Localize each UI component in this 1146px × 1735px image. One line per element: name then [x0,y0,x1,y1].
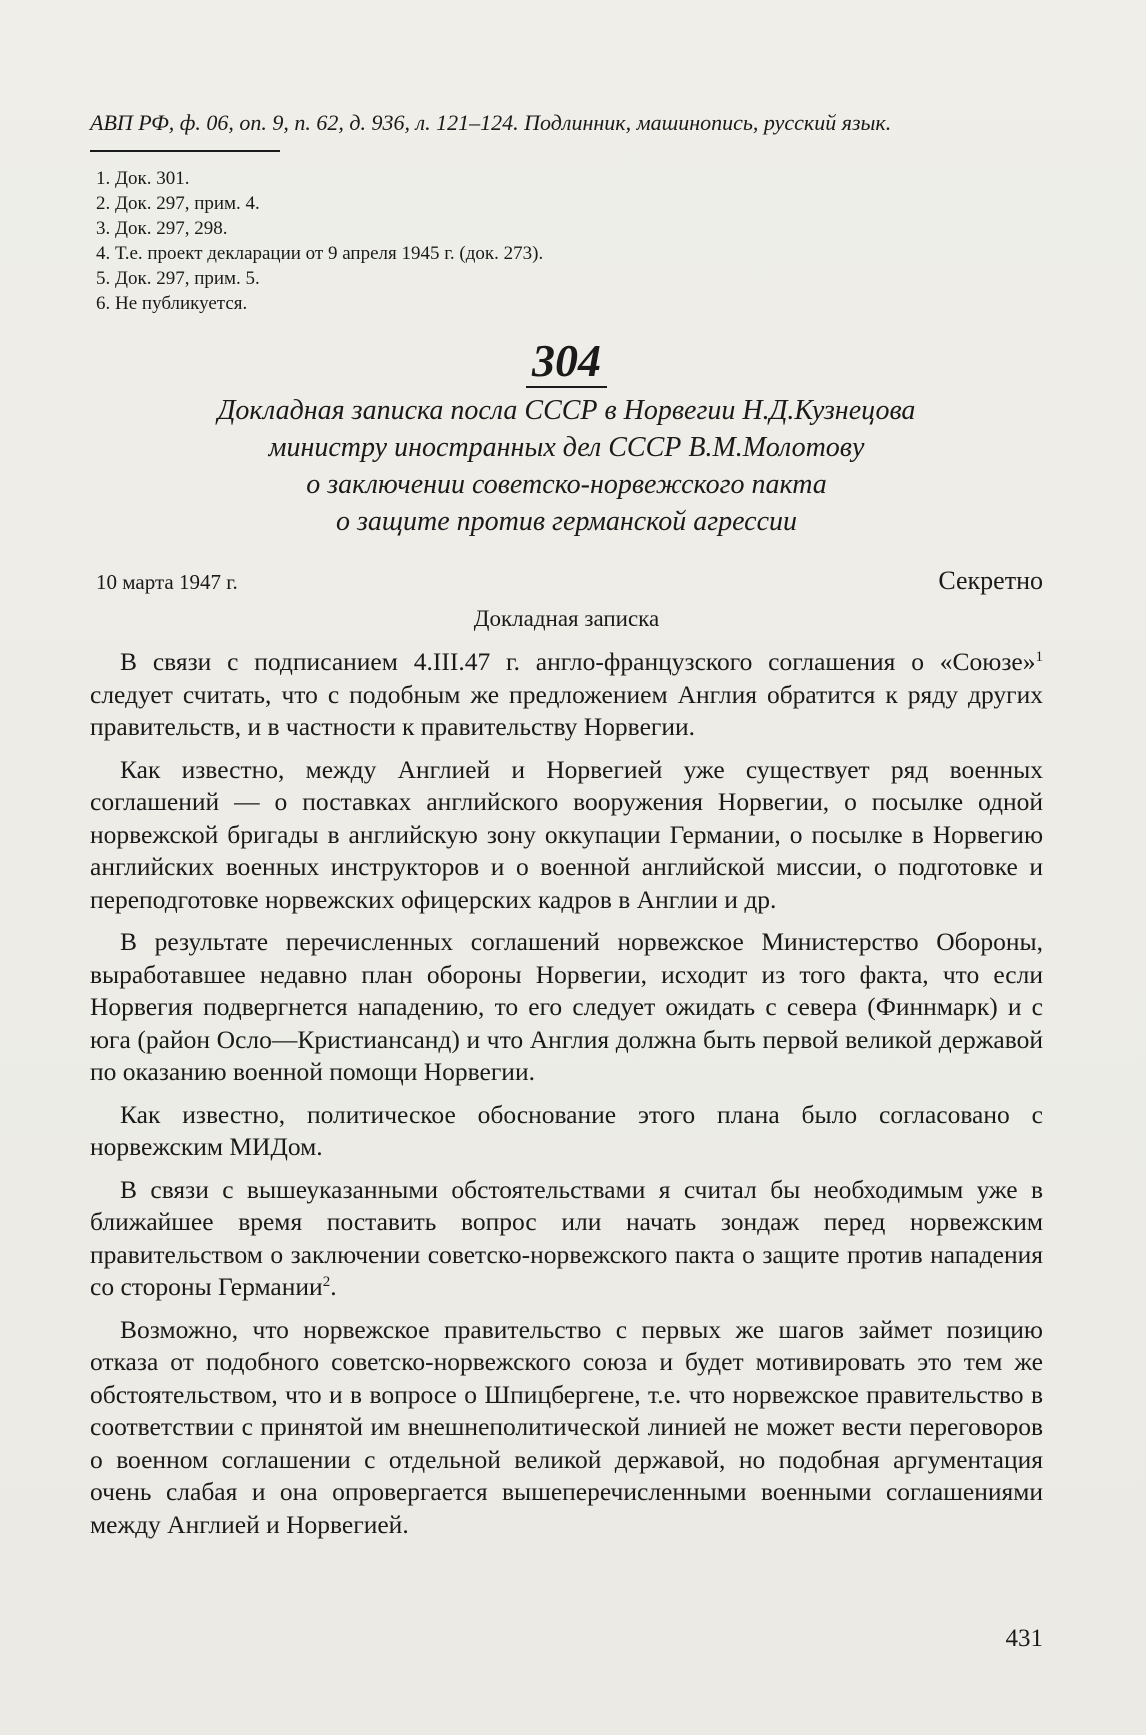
body-paragraph: Возможно, что норвежское правительство с первых же шагов займет позицию отказа от подобного советско-норвежского союза и будет мотивировать это тем же обстоятельством, что и в вопросе о Шпицбергене, т.е. что норвежское правительство в соответствии с принятой им внешнеполитической линией не может вести переговоров о военном соглашении с отдельной великой державой, но подобная аргументация очень слабая и она опровергается вышеперечисленными военными соглашениями между Англией и Норвегией. [90,1314,1043,1539]
document-number-text: 304 [526,336,607,388]
page-number: 431 [1005,1625,1043,1652]
body-paragraph: В результате перечисленных соглашений норвежское Министерство Обороны, выработавшее недавно план обороны Норвегии, исходит из того факта, что если Норвегия подвергнется нападению, то его следует ожидать с севера (Финнмарк) и с юга (район Осло—Кристиансанд) и что Англия должна быть первой великой державой по оказанию военной помощи Норвегии. [90,927,1043,1086]
document-title-line: о заключении советско-норвежского пакта [306,469,827,500]
archive-source-line: АВП РФ, ф. 06, оп. 9, п. 62, д. 936, л. 121–124. Подлинник, машинопись, русский язык. [90,110,892,135]
body-paragraph: Как известно, политическое обоснование этого плана было согласовано с норвежским МИДом. [90,1099,1043,1161]
body-paragraph [90,646,1043,744]
document-date: 10 марта 1947 г. [96,570,238,594]
note-item: 3. Док. 297, 298. [96,218,228,239]
document-number [90,336,1043,388]
body-text-run: В связи с вышеуказанными обстоятельствами я считал бы необходимым уже в ближайшее время поставить вопрос или начать зондаж перед норвежским правительством о заключении советско-норвежского пакта о защите против нападения со стороны Германии [90,1174,1043,1301]
body-paragraph [90,1174,1043,1304]
body-text-run: следует считать, что с подобным же предложением Англия обратится к ряду других правительств, и в частности к правительству Норвегии. [90,679,1043,741]
note-item: 4. Т.е. проект декларации от 9 апреля 1945 г. (док. 273). [96,243,544,264]
note-item: 2. Док. 297, прим. 4. [96,193,260,214]
document-title-line: о защите против германской агрессии [335,506,798,537]
notes-list [90,166,1043,316]
note-item: 5. Док. 297, прим. 5. [96,268,260,289]
document-title-line: Докладная записка посла СССР в Норвегии Н.Д.Кузнецова [217,395,916,426]
body-paragraph: Как известно, между Англией и Норвегией уже существует ряд военных соглашений — о поставках английского вооружения Норвегии, о посылке одной норвежской бригады в английскую зону оккупации Германии, о посылке в Норвегию английских военных инструкторов и о военной английской миссии, о подготовке и переподготовке норвежских офицерских кадров в Англии и др. [90,754,1043,914]
note-item: 6. Не публикуется. [96,293,248,314]
classification-label: Секретно [938,566,1043,595]
footnote-marker: 2 [322,1274,331,1290]
footnote-divider [90,150,280,152]
document-title [90,392,1043,540]
body-text-run: В связи с подписанием 4.III.47 г. англо-французского соглашения о «Союзе» [120,647,1036,676]
document-meta-row [90,566,1043,596]
document-body [90,646,1043,1541]
document-title-line: министру иностранных дел СССР В.М.Молотову [268,432,865,463]
page-content [90,108,1043,1551]
footnote-marker: 1 [1035,649,1043,665]
document-subheading: Докладная записка [473,606,660,631]
body-text-run: . [330,1272,337,1301]
note-item: 1. Док. 301. [96,168,190,189]
